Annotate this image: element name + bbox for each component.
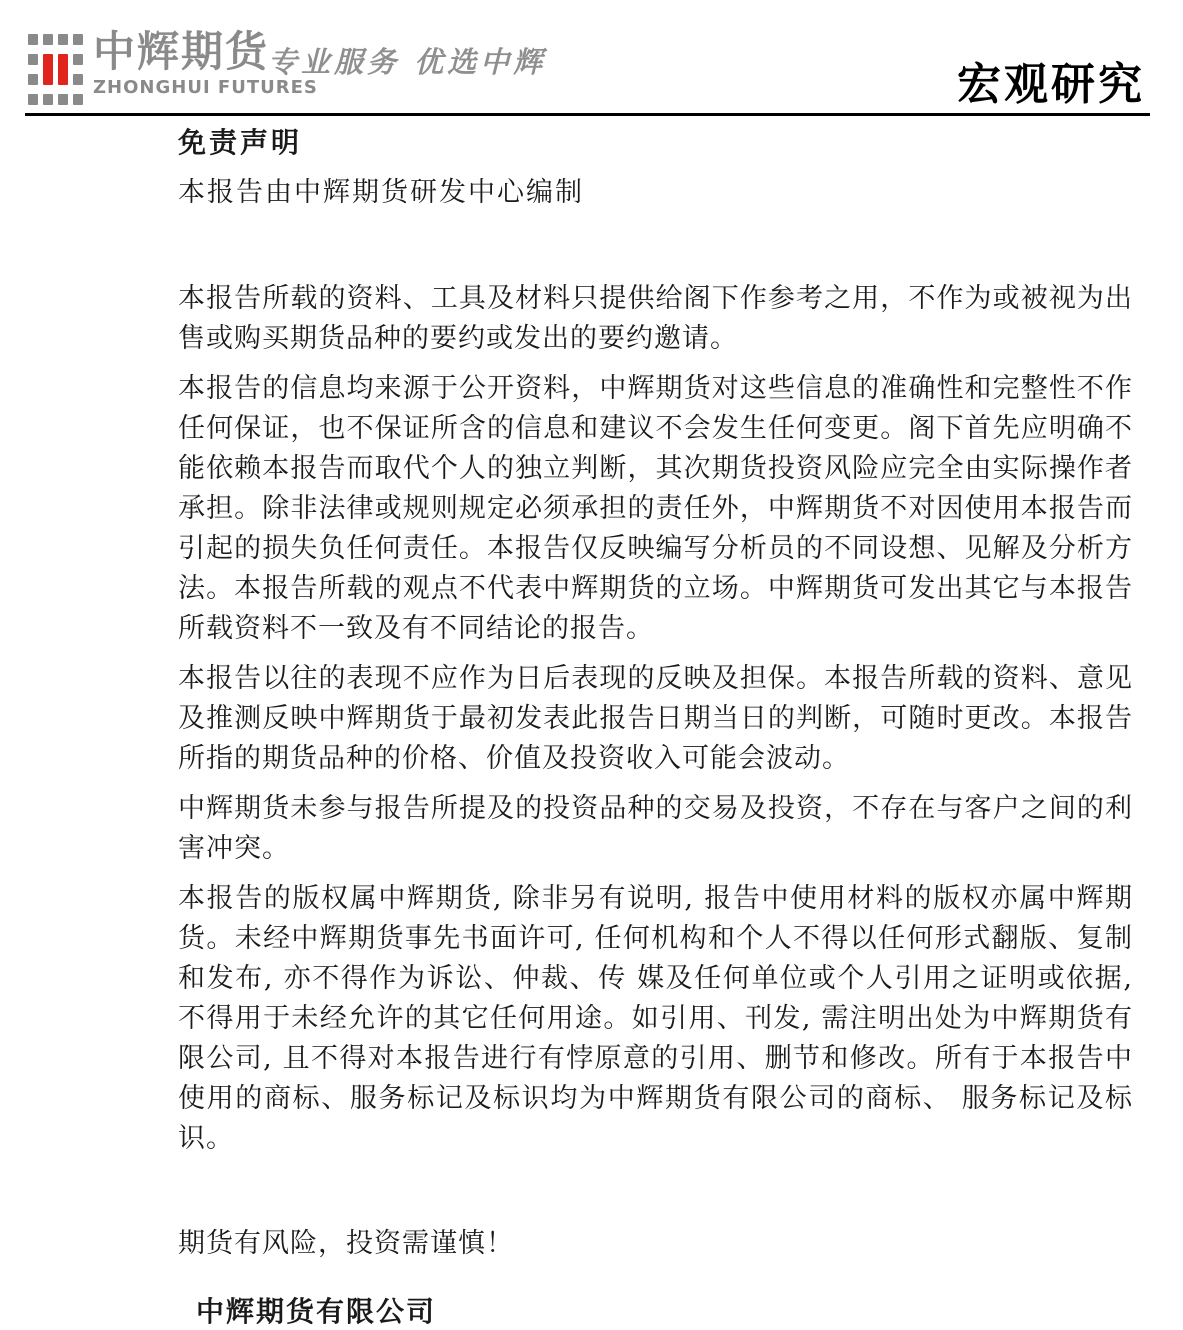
disclaimer-paragraph: 中辉期货未参与报告所提及的投资品种的交易及投资，不存在与客户之间的利害冲突。 <box>178 793 1133 864</box>
page-header <box>0 0 1183 116</box>
logo-grid-icon <box>28 34 83 105</box>
brand-name-cn: 中辉期货 <box>93 27 270 76</box>
brand-name-en: ZHONGHUI FUTURES <box>93 77 318 98</box>
company-name: 中辉期货有限公司 <box>196 1295 437 1328</box>
disclaimer-content <box>0 116 1183 1330</box>
disclaimer-paragraph: 本报告的版权属中辉期货, 除非另有说明, 报告中使用材料的版权亦属中辉期货。未经中辉期货事先书面许可, 任何机构和个人不得以任何形式翻版、复制和发布, 亦不得作为诉讼、仲裁、传 媒及任何单位或个人引用之证明或依据, 不得用于未经允许的其它任何用途。如引用、刊发, 需注明出处为中辉期货有限公司, 且不得对本报告进行有悖原意的引用、删节和修改。所有于本报告中使用的商标、服务标记及标识均为中辉期货有限公司的商标、 服务标记及标识。 <box>178 883 1133 1154</box>
report-type-label: 宏观研究 <box>957 59 1145 110</box>
intro-line: 本报告由中辉期货研发中心编制 <box>178 177 584 208</box>
disclaimer-paragraph: 本报告以往的表现不应作为日后表现的反映及担保。本报告所载的资料、意见及推测反映中辉期货于最初发表此报告日期当日的判断，可随时更改。本报告所指的期货品种的价格、价值及投资收入可能会波动。 <box>178 663 1133 774</box>
paragraphs <box>178 279 1133 1159</box>
brand-tagline: 专业服务 优选中辉 <box>268 45 547 79</box>
disclaimer-paragraph: 本报告的信息均来源于公开资料，中辉期货对这些信息的准确性和完整性不作任何保证，也不保证所含的信息和建议不会发生任何变更。阁下首先应明确不能依赖本报告而取代个人的独立判断，其次期货投资风险应完全由实际操作者承担。除非法律或规则规定必须承担的责任外，中辉期货不对因使用本报告而引起的损失负任何责任。本报告仅反映编写分析员的不同设想、见解及分析方法。本报告所载的观点不代表中辉期货的立场。中辉期货可发出其它与本报告所载资料不一致及有不同结论的报告。 <box>178 373 1133 644</box>
disclaimer-paragraph: 本报告所载的资料、工具及材料只提供给阁下作参考之用，不作为或被视为出售或购买期货品种的要约或发出的要约邀请。 <box>178 283 1133 354</box>
disclaimer-title: 免责声明 <box>178 126 303 159</box>
risk-warning: 期货有风险，投资需谨慎！ <box>178 1228 514 1259</box>
